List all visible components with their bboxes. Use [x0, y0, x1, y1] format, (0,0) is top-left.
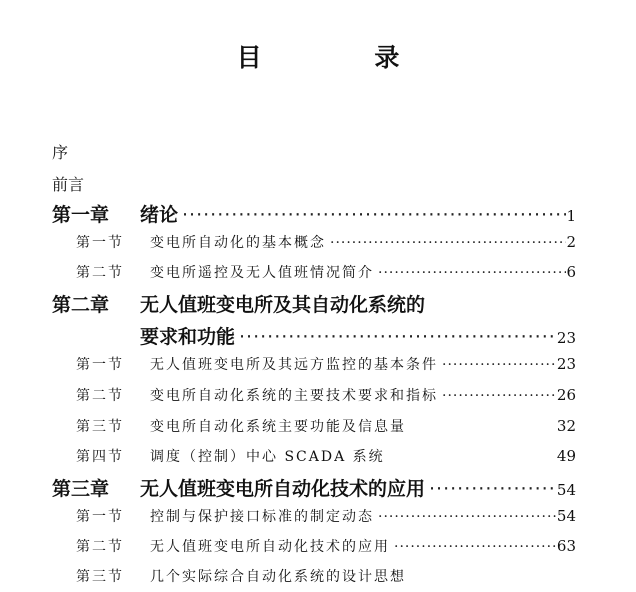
- toc-chapter-entry: [52, 474, 576, 501]
- toc-section-entry: [76, 416, 576, 436]
- section-label: 第四节: [76, 449, 124, 465]
- chapter-title: 无人值班变电所及其自动化系统的: [140, 294, 426, 316]
- preface-item: 序: [52, 143, 69, 162]
- toc-section-entry: [76, 232, 576, 252]
- toc-chapter-entry: [52, 290, 576, 317]
- leader-dots: [425, 478, 557, 500]
- page-number: 23: [556, 355, 576, 373]
- chapter-title: 要求和功能: [140, 326, 236, 348]
- section-label: 第一节: [76, 235, 124, 251]
- section-title: 调度（控制）中心 SCADA 系统: [150, 449, 385, 465]
- leader-dots: [374, 265, 566, 281]
- toc-section-entry: [76, 506, 576, 526]
- page-number: 2: [566, 233, 576, 251]
- chapter-label: 第二章: [52, 294, 110, 316]
- section-label: 第二节: [76, 388, 124, 404]
- section-label: 第二节: [76, 539, 124, 555]
- section-title: 变电所自动化系统主要功能及信息量: [150, 419, 406, 435]
- leader-dots: [178, 204, 566, 226]
- section-title: 控制与保护接口标准的制定动态: [150, 509, 374, 525]
- leader-dots: [374, 509, 557, 525]
- chapter-label: 第一章: [52, 204, 110, 226]
- toc-chapter-entry: [52, 200, 576, 227]
- section-label: 第一节: [76, 357, 124, 373]
- leader-dots: [326, 235, 566, 251]
- section-title: 无人值班变电所及其远方监控的基本条件: [150, 357, 438, 373]
- section-label: 第三节: [76, 569, 124, 585]
- toc-section-entry: [76, 354, 576, 374]
- leader-dots: [390, 539, 557, 555]
- page-number: 26: [556, 386, 576, 404]
- leader-dots: [438, 357, 557, 373]
- page-number: 54: [556, 507, 576, 525]
- page-number: 63: [556, 537, 576, 555]
- section-title: 几个实际综合自动化系统的设计思想: [150, 569, 406, 585]
- preface-item: 前言: [52, 175, 85, 194]
- page-number: 32: [556, 417, 576, 435]
- toc-section-entry: [76, 385, 576, 405]
- toc-section-entry: [76, 536, 576, 556]
- section-label: 第二节: [76, 265, 124, 281]
- page-number: 23: [556, 329, 576, 347]
- page-number: 6: [566, 263, 576, 281]
- leader-dots: [235, 326, 557, 348]
- section-label: 第一节: [76, 509, 124, 525]
- section-title: 变电所遥控及无人值班情况简介: [150, 265, 374, 281]
- leader-dots: [438, 388, 557, 404]
- page-number: 54: [556, 481, 576, 499]
- toc-section-entry: [76, 262, 576, 282]
- chapter-label: 第三章: [52, 478, 110, 500]
- page-number: 49: [556, 447, 576, 465]
- page-number: 1: [566, 207, 576, 225]
- toc-section-entry: [76, 566, 576, 586]
- section-label: 第三节: [76, 419, 124, 435]
- section-title: 变电所自动化系统的主要技术要求和指标: [150, 388, 438, 404]
- chapter-title: 无人值班变电所自动化技术的应用: [140, 478, 426, 500]
- toc-section-entry: [76, 446, 576, 466]
- section-title: 变电所自动化的基本概念: [150, 235, 326, 251]
- chapter-title: 绪论: [140, 204, 179, 226]
- page-title: 目 录: [236, 43, 452, 72]
- toc-chapter-entry-continued: [140, 322, 576, 349]
- section-title: 无人值班变电所自动化技术的应用: [150, 539, 390, 555]
